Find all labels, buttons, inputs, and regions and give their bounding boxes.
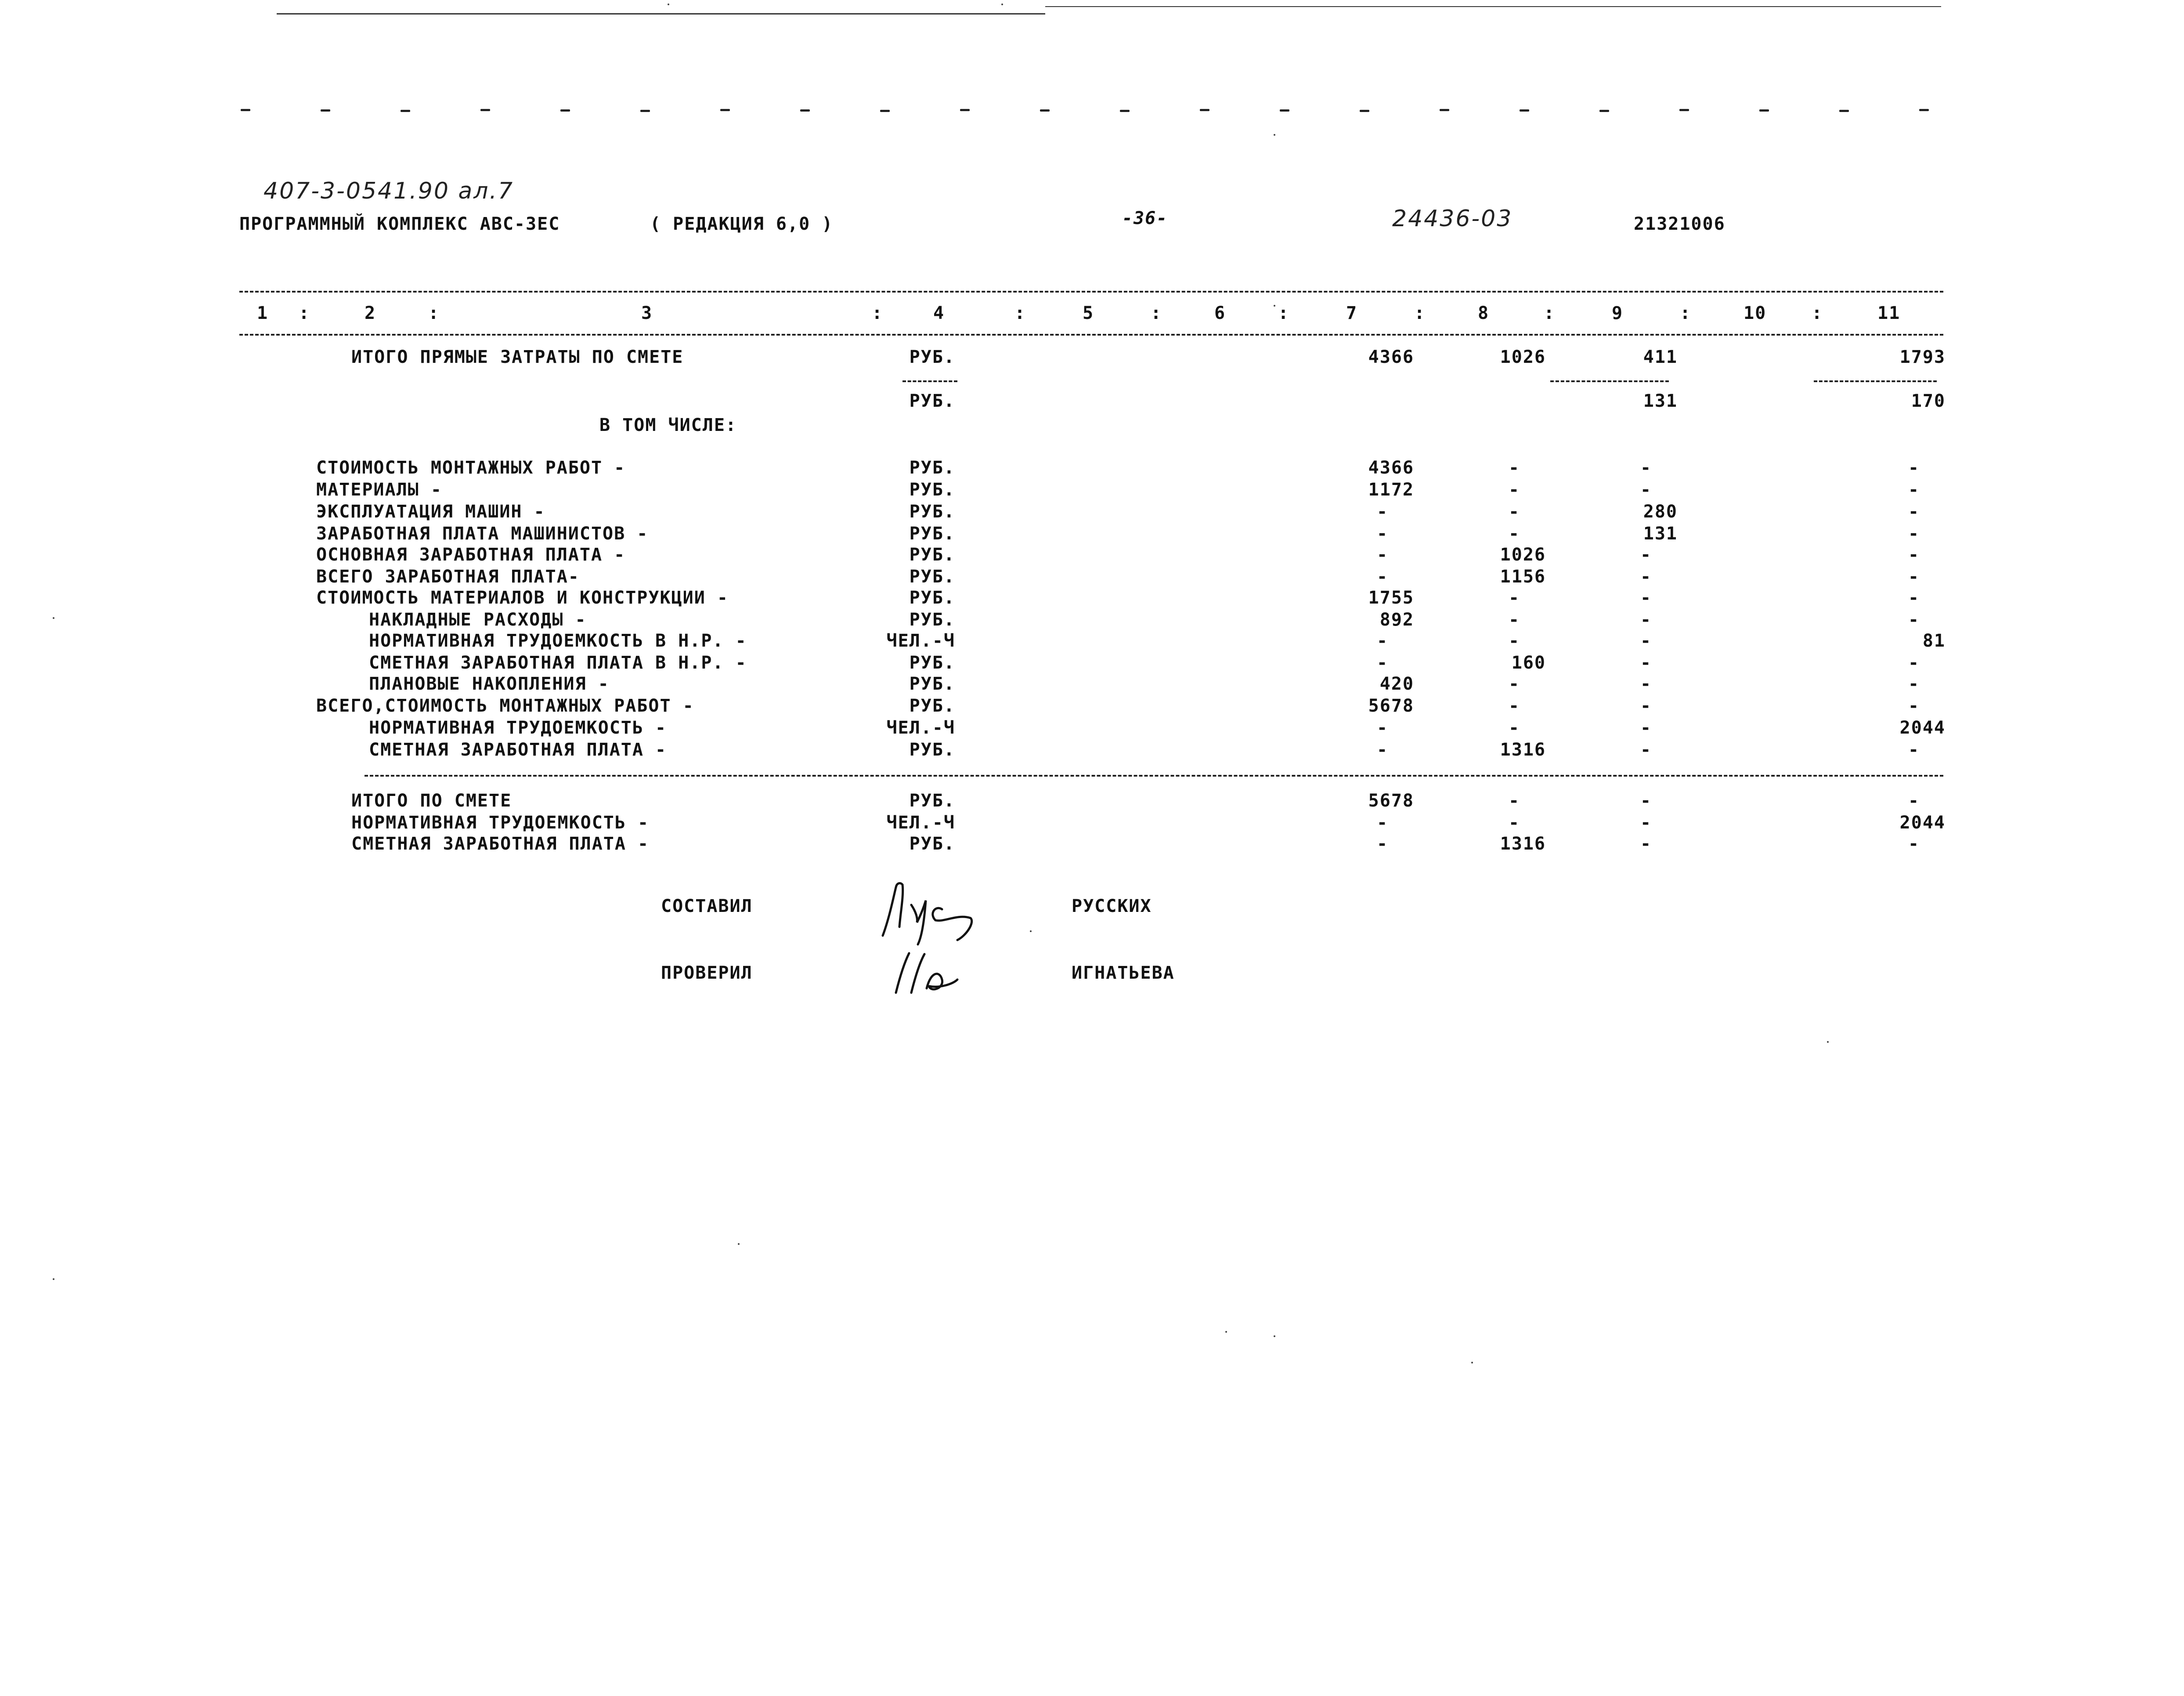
row-value-c8: 1316 xyxy=(1500,834,1546,854)
column-header-8: 8 xyxy=(1478,303,1490,323)
scan-speck xyxy=(1827,1041,1829,1043)
row-value-c8: 1026 xyxy=(1500,347,1546,367)
scan-dash xyxy=(1440,109,1449,111)
scan-dash xyxy=(1599,110,1609,112)
row-label: СМЕТНАЯ ЗАРАБОТНАЯ ПЛАТА - xyxy=(369,740,667,760)
row-value-c9: - xyxy=(1640,834,1652,854)
row-value-c11: - xyxy=(1908,458,1920,478)
row-value-c8: - xyxy=(1509,631,1520,651)
row-value-c11: - xyxy=(1908,674,1920,694)
row-value-c9: - xyxy=(1640,567,1652,587)
row-value-c7: 892 xyxy=(1379,610,1414,630)
underline-col4 xyxy=(902,380,957,382)
row-label: ВСЕГО ЗАРАБОТНАЯ ПЛАТА- xyxy=(316,567,580,587)
row-value-c11: - xyxy=(1908,696,1920,716)
row-label: ЗАРАБОТНАЯ ПЛАТА МАШИНИСТОВ - xyxy=(316,524,649,544)
row-label: НАКЛАДНЫЕ РАСХОДЫ - xyxy=(369,610,587,630)
column-separator: : xyxy=(1151,303,1162,323)
row-value-c9: - xyxy=(1640,588,1652,608)
scan-speck xyxy=(738,1243,740,1245)
scan-dash xyxy=(800,109,810,112)
row-value-c11: - xyxy=(1908,480,1920,500)
row-value-c9: - xyxy=(1640,653,1652,673)
row-label: МАТЕРИАЛЫ - xyxy=(316,480,442,500)
row-value-c8: - xyxy=(1509,610,1520,630)
row-value-c11: - xyxy=(1908,502,1920,522)
scan-dash xyxy=(1759,109,1769,112)
row-value-c9: - xyxy=(1640,791,1652,811)
compiled-label: СОСТАВИЛ xyxy=(661,896,753,916)
row-unit: РУБ. xyxy=(909,653,955,673)
column-header-5: 5 xyxy=(1083,303,1094,323)
row-value-c11: - xyxy=(1908,524,1920,544)
column-header-9: 9 xyxy=(1612,303,1624,323)
row-unit: РУБ. xyxy=(909,347,955,367)
checked-label: ПРОВЕРИЛ xyxy=(661,963,753,983)
scan-dash xyxy=(480,109,490,111)
row-label: ОСНОВНАЯ ЗАРАБОТНАЯ ПЛАТА - xyxy=(316,545,626,565)
scan-dash xyxy=(1919,109,1929,111)
row-value-c8: - xyxy=(1509,458,1520,478)
row-value-c11: 170 xyxy=(1911,391,1946,411)
row-value-c8: - xyxy=(1509,480,1520,500)
row-value-c11: 2044 xyxy=(1899,718,1946,738)
row-value-c7: 4366 xyxy=(1368,347,1414,367)
row-value-c7: 5678 xyxy=(1368,696,1414,716)
row-value-c8: - xyxy=(1509,524,1520,544)
scan-speck xyxy=(53,1278,54,1280)
checked-name: ИГНАТЬЕВА xyxy=(1072,963,1175,983)
scan-speck xyxy=(1274,305,1275,307)
scan-dash xyxy=(1679,109,1689,111)
row-value-c9: - xyxy=(1640,696,1652,716)
row-value-c8: 160 xyxy=(1511,653,1546,673)
row-value-c7: 4366 xyxy=(1368,458,1414,478)
scan-dash xyxy=(1839,110,1849,112)
row-value-c9: - xyxy=(1640,718,1652,738)
row-label: СТОИМОСТЬ МАТЕРИАЛОВ И КОНСТРУКЦИИ - xyxy=(316,588,729,608)
row-value-c8: - xyxy=(1509,813,1520,833)
scan-dash xyxy=(1120,110,1130,112)
row-label: НОРМАТИВНАЯ ТРУДОЕМКОСТЬ В Н.Р. - xyxy=(369,631,747,651)
row-value-c9: 131 xyxy=(1643,524,1678,544)
row-unit: РУБ. xyxy=(909,834,955,854)
column-header-4: 4 xyxy=(933,303,945,323)
scan-dash xyxy=(241,109,250,111)
row-label: СМЕТНАЯ ЗАРАБОТНАЯ ПЛАТА В Н.Р. - xyxy=(369,653,747,673)
row-value-c7: - xyxy=(1377,813,1389,833)
row-unit: ЧЕЛ.-Ч xyxy=(886,813,955,833)
row-unit: РУБ. xyxy=(909,696,955,716)
scan-dash xyxy=(1360,110,1369,112)
scan-top-line xyxy=(277,13,1045,14)
signature-compiled xyxy=(870,879,984,953)
column-header-1: 1 xyxy=(257,303,269,323)
row-value-c11: - xyxy=(1908,834,1920,854)
row-value-c7: 420 xyxy=(1379,674,1414,694)
row-value-c8: - xyxy=(1509,502,1520,522)
underline-col11 xyxy=(1814,380,1937,382)
row-value-c7: - xyxy=(1377,653,1389,673)
program-name: ПРОГРАММНЫЙ КОМПЛЕКС АВС-3ЕС xyxy=(239,214,560,234)
column-header-6: 6 xyxy=(1214,303,1226,323)
row-unit: ЧЕЛ.-Ч xyxy=(886,631,955,651)
column-header-3: 3 xyxy=(641,303,653,323)
signature-checked xyxy=(878,944,966,1002)
scan-speck xyxy=(1225,1331,1227,1333)
scan-dash xyxy=(560,109,570,112)
scan-dash xyxy=(401,110,410,112)
handwritten-code: 407-3-0541.90 ал.7 xyxy=(264,178,514,204)
row-value-c7: - xyxy=(1377,834,1389,854)
scan-dash xyxy=(640,110,650,112)
row-value-c7: - xyxy=(1377,718,1389,738)
table-rule-header-bottom xyxy=(239,334,1943,336)
row-value-c8: - xyxy=(1509,674,1520,694)
row-label: ИТОГО ПО СМЕТЕ xyxy=(351,791,512,811)
row-value-c8: 1316 xyxy=(1500,740,1546,760)
column-header-2: 2 xyxy=(365,303,376,323)
column-separator: : xyxy=(1278,303,1290,323)
row-label: ЭКСПЛУАТАЦИЯ МАШИН - xyxy=(316,502,545,522)
row-value-c11: - xyxy=(1908,567,1920,587)
row-value-c9: - xyxy=(1640,480,1652,500)
row-value-c9: - xyxy=(1640,740,1652,760)
scan-top-line xyxy=(1045,6,1941,7)
row-value-c8: - xyxy=(1509,588,1520,608)
row-unit: РУБ. xyxy=(909,791,955,811)
scan-speck xyxy=(53,617,54,619)
row-unit: РУБ. xyxy=(909,567,955,587)
row-value-c11: - xyxy=(1908,791,1920,811)
row-label: ПЛАНОВЫЕ НАКОПЛЕНИЯ - xyxy=(369,674,610,694)
row-label: НОРМАТИВНАЯ ТРУДОЕМКОСТЬ - xyxy=(351,813,650,833)
row-unit: РУБ. xyxy=(909,524,955,544)
compiled-name: РУССКИХ xyxy=(1072,896,1152,916)
column-separator: : xyxy=(1414,303,1426,323)
row-unit: РУБ. xyxy=(909,588,955,608)
row-value-c11: - xyxy=(1908,610,1920,630)
scan-dash xyxy=(880,110,890,112)
row-unit: РУБ. xyxy=(909,391,955,411)
row-value-c11: - xyxy=(1908,653,1920,673)
table-rule-top xyxy=(239,291,1943,293)
row-value-c11: 2044 xyxy=(1899,813,1946,833)
column-header-11: 11 xyxy=(1877,303,1901,323)
scan-dash xyxy=(321,109,330,112)
scan-speck xyxy=(1274,134,1275,136)
row-value-c11: 1793 xyxy=(1899,347,1946,367)
row-label: СТОИМОСТЬ МОНТАЖНЫХ РАБОТ - xyxy=(316,458,626,478)
row-value-c9: - xyxy=(1640,458,1652,478)
row-label: НОРМАТИВНАЯ ТРУДОЕМКОСТЬ - xyxy=(369,718,667,738)
row-label: ИТОГО ПРЯМЫЕ ЗАТРАТЫ ПО СМЕТЕ xyxy=(351,347,684,367)
row-value-c9: 411 xyxy=(1643,347,1678,367)
scan-speck xyxy=(1030,930,1032,932)
row-value-c9: - xyxy=(1640,545,1652,565)
row-unit: РУБ. xyxy=(909,502,955,522)
row-value-c7: - xyxy=(1377,524,1389,544)
column-separator: : xyxy=(428,303,440,323)
doc-code: 21321006 xyxy=(1634,214,1726,234)
row-value-c7: - xyxy=(1377,545,1389,565)
row-value-c7: 5678 xyxy=(1368,791,1414,811)
scan-dash xyxy=(1520,109,1529,112)
column-separator: : xyxy=(1544,303,1556,323)
row-value-c7: 1755 xyxy=(1368,588,1414,608)
row-value-c7: - xyxy=(1377,502,1389,522)
row-value-c8: - xyxy=(1509,791,1520,811)
row-unit: РУБ. xyxy=(909,740,955,760)
row-unit: РУБ. xyxy=(909,674,955,694)
row-label: СМЕТНАЯ ЗАРАБОТНАЯ ПЛАТА - xyxy=(351,834,650,854)
row-value-c11: - xyxy=(1908,588,1920,608)
row-value-c9: 131 xyxy=(1643,391,1678,411)
row-unit: РУБ. xyxy=(909,610,955,630)
column-separator: : xyxy=(1680,303,1692,323)
column-separator: : xyxy=(299,303,310,323)
scan-dash xyxy=(720,109,730,111)
row-label: ВСЕГО,СТОИМОСТЬ МОНТАЖНЫХ РАБОТ - xyxy=(316,696,694,716)
row-value-c8: 1156 xyxy=(1500,567,1546,587)
row-value-c7: - xyxy=(1377,567,1389,587)
column-header-10: 10 xyxy=(1744,303,1767,323)
row-label: В ТОМ ЧИСЛЕ: xyxy=(599,415,737,435)
row-value-c9: - xyxy=(1640,610,1652,630)
row-unit: РУБ. xyxy=(909,545,955,565)
row-value-c7: 1172 xyxy=(1368,480,1414,500)
row-value-c9: - xyxy=(1640,631,1652,651)
row-value-c11: - xyxy=(1908,740,1920,760)
row-value-c9: - xyxy=(1640,674,1652,694)
scan-dash xyxy=(1040,109,1050,112)
scan-dash xyxy=(960,109,970,111)
column-separator: : xyxy=(1812,303,1823,323)
scan-dash xyxy=(1200,109,1209,111)
underline-col9 xyxy=(1550,380,1669,382)
column-separator: : xyxy=(1014,303,1026,323)
project-number: 24436-03 xyxy=(1392,206,1513,232)
column-header-7: 7 xyxy=(1346,303,1358,323)
scan-speck xyxy=(1471,1362,1473,1363)
row-value-c9: - xyxy=(1640,813,1652,833)
page-number: -36- xyxy=(1122,208,1168,228)
scan-speck xyxy=(1274,1335,1275,1337)
row-unit: РУБ. xyxy=(909,480,955,500)
row-value-c8: 1026 xyxy=(1500,545,1546,565)
scan-dash xyxy=(1280,109,1289,112)
row-value-c7: - xyxy=(1377,631,1389,651)
edition: ( РЕДАКЦИЯ 6,0 ) xyxy=(650,214,834,234)
row-value-c8: - xyxy=(1509,718,1520,738)
row-value-c9: 280 xyxy=(1643,502,1678,522)
row-unit: ЧЕЛ.-Ч xyxy=(886,718,955,738)
row-value-c7: - xyxy=(1377,740,1389,760)
scan-speck xyxy=(668,4,669,5)
row-unit: РУБ. xyxy=(909,458,955,478)
row-value-c11: - xyxy=(1908,545,1920,565)
row-value-c11: 81 xyxy=(1922,631,1946,651)
table-rule-section xyxy=(365,775,1943,777)
column-separator: : xyxy=(872,303,884,323)
scan-speck xyxy=(1001,4,1003,5)
row-value-c8: - xyxy=(1509,696,1520,716)
